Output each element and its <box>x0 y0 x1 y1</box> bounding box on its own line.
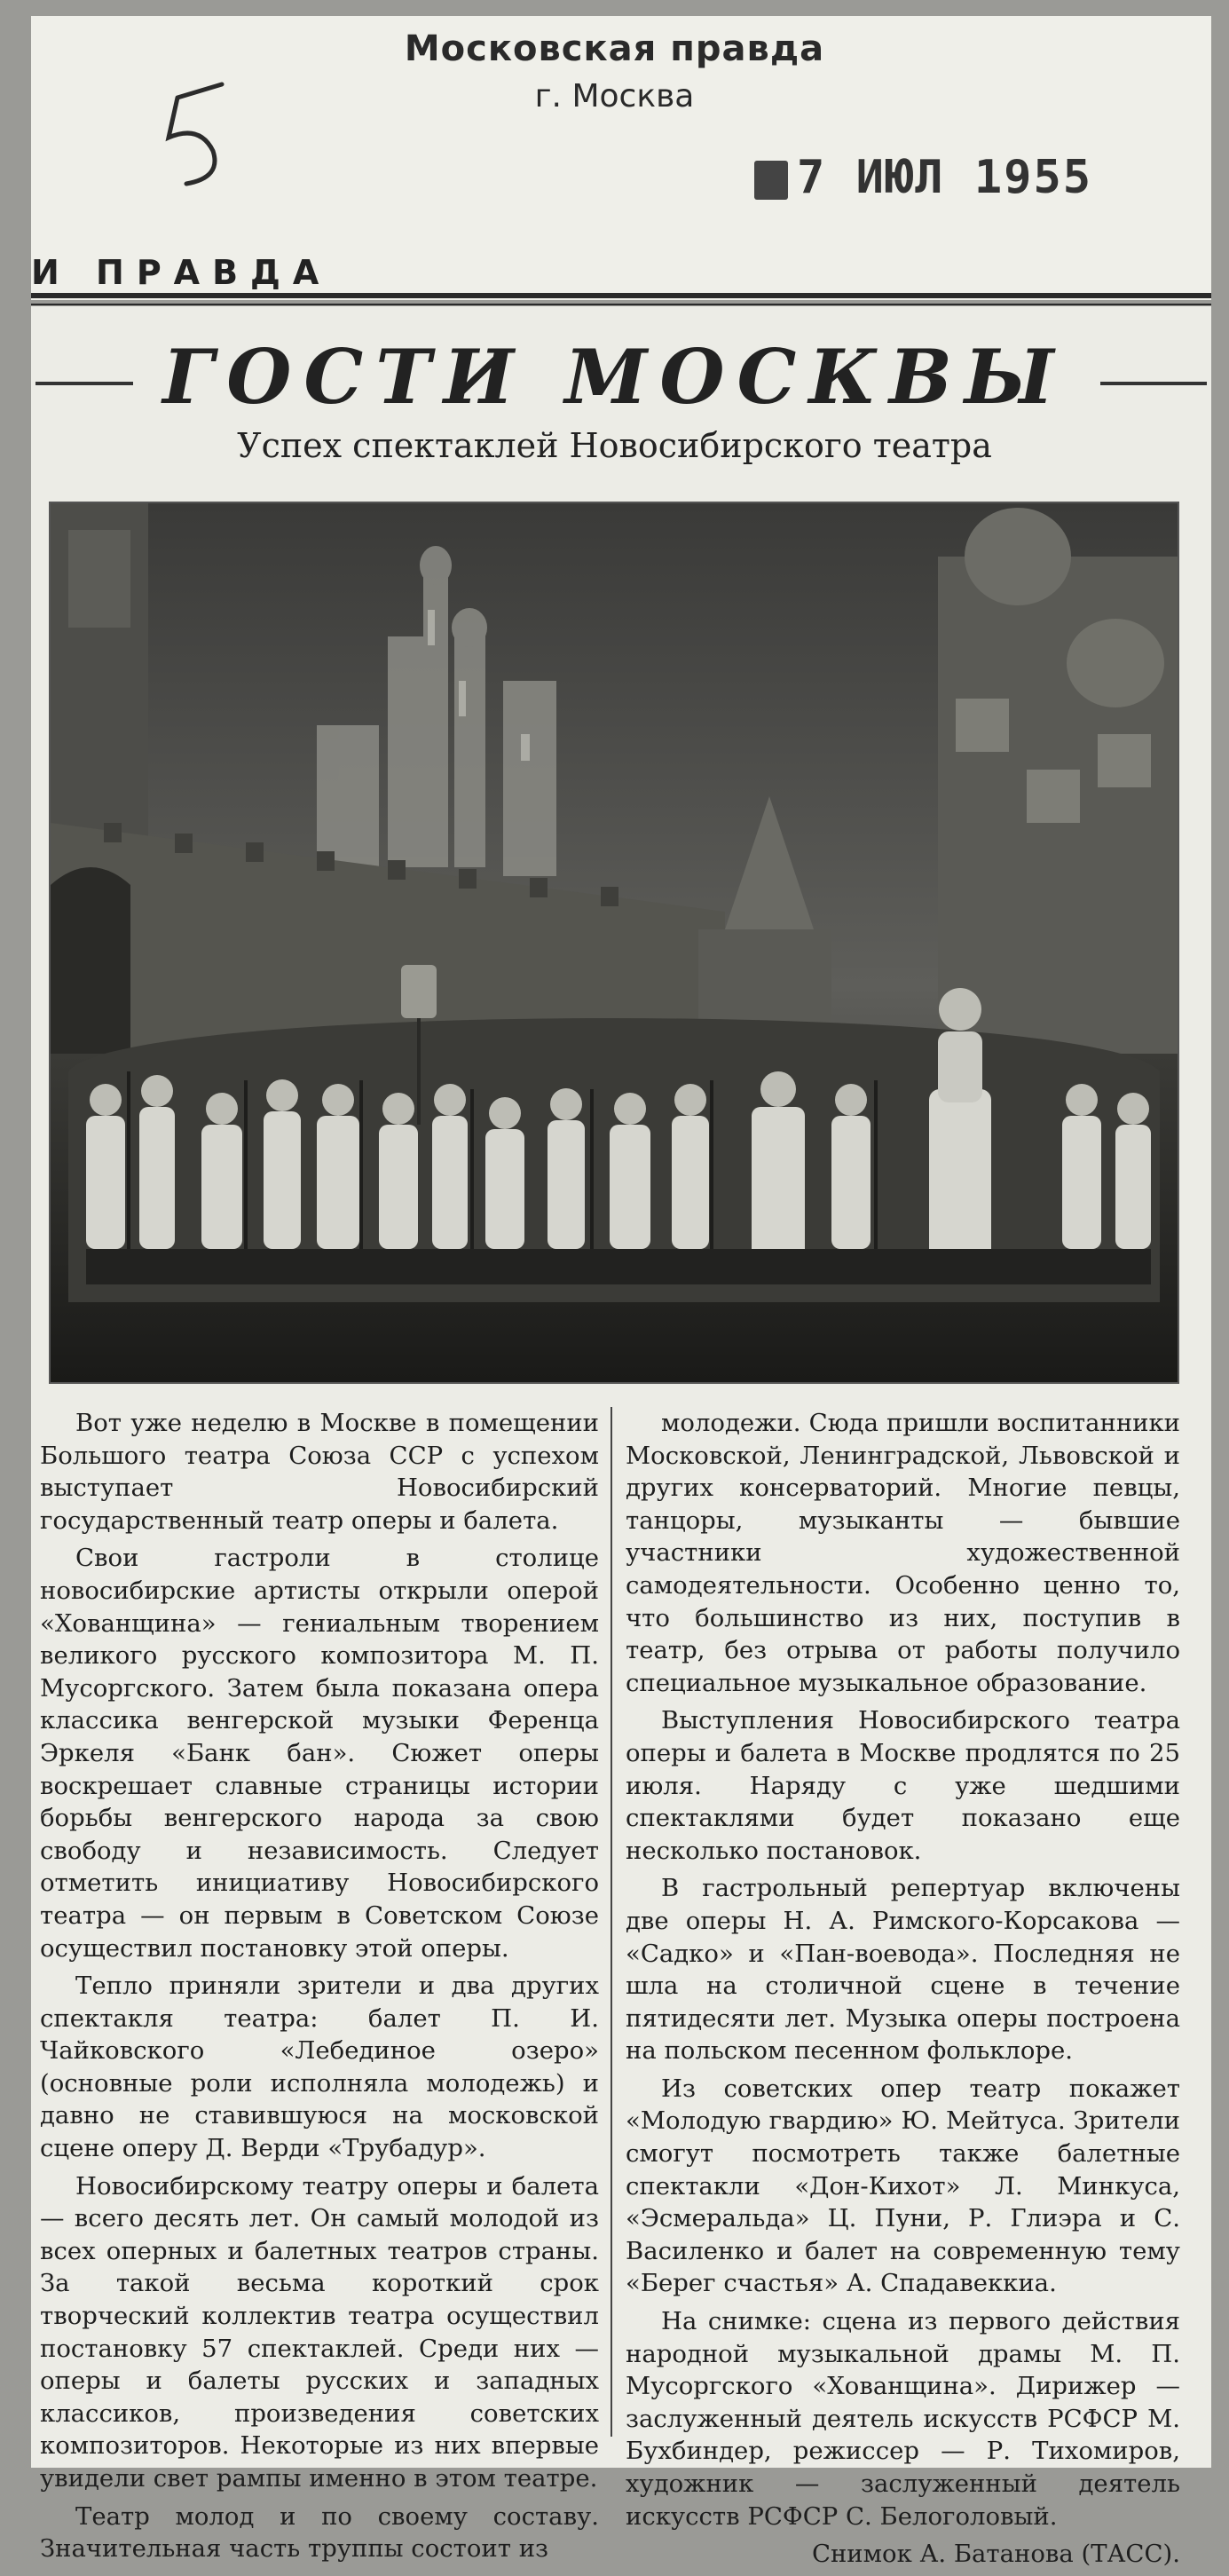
article-column-left <box>40 1407 599 2571</box>
handwritten-number <box>151 75 248 194</box>
date-stamp-text: 7 ИЮЛ 1955 <box>797 151 1093 204</box>
date-stamp <box>754 151 1092 204</box>
paragraph: Новосибирскому театру оперы и балета — всего десять лет. Он самый молодой из всех оперных и балетных театров страны. За такой весьма короткий срок творческий коллектив театра осуществил постановку 57 спектаклей. Среди них — оперы и балеты русских и западных классиков, произведения советских композиторов. Некоторые из них впервые увидели свет рампы именно в этом театре. <box>40 2171 599 2493</box>
source-label: Московская правда <box>404 28 825 69</box>
stage-scene-photo <box>49 502 1179 1384</box>
masthead-rule-thin <box>31 304 1211 305</box>
photo-illustration <box>51 503 1178 1382</box>
paragraph: Театр молод и по своему составу. Значительная часть труппы состоит из <box>40 2501 599 2564</box>
paragraph: В гастрольный репертуар включены две оперы Н. А. Римского-Корсакова — «Садко» и «Пан-воевода». Последняя не шла на столичной сцене в течение пятидесяти лет. Музыка оперы построена на польском песенном фольклоре. <box>626 1874 1180 2066</box>
handwritten-five-icon <box>151 75 248 191</box>
photo-credit: Снимок А. Батанова (ТАСС). <box>811 2540 1180 2569</box>
city-label: г. Москва <box>534 78 695 115</box>
masthead-rule <box>31 293 1211 298</box>
paragraph: Выступления Новосибирского театра оперы и балета в Москве продлятся по 25 июля. Наряду с уже шедшими спектаклями будет показано еще несколько постановок. <box>626 1706 1180 1865</box>
stamp-mark-icon <box>754 161 788 200</box>
paragraph: Вот уже неделю в Москве в помещении Большого театра Союза ССР с успехом выступает Новосибирский государственный театр оперы и балета. <box>40 1409 599 1535</box>
paragraph: Тепло приняли зрители и два других спектакля театра: балет П. И. Чайковского «Лебединое озеро» (основные роли исполняла молодежь) и давно не ставившуюся на московской сцене оперу Д. Верди «Трубадур». <box>40 1972 599 2163</box>
newspaper-masthead: И ПРАВДА <box>31 253 332 292</box>
paragraph: Свои гастроли в столице новосибирские артисты открыли оперой «Хованщина» — гениальным творением великого русского композитора М. П. Мусоргского. Затем была показана опера классика венгерской музыки Ференца Эркеля «Банк бан». Сюжет оперы воскрешает славные страницы истории борьбы венгерского народа за свою свободу и независимость. Следует отметить инициативу Новосибирского театра — он первым в Советском Союзе осуществил постановку этой оперы. <box>40 1544 599 1963</box>
paragraph: Из советских опер театр покажет «Молодую гвардию» Ю. Мейтуса. Зрители смогут посмотреть также балетные спектакли «Дон-Кихот» Л. Минкуса, «Эсмеральда» Ц. Пуни, Р. Глиэра и С. Василенко и балет на современную тему «Берег счастья» А. Спадавеккиа. <box>626 2074 1180 2298</box>
column-divider <box>611 1407 612 2437</box>
article-subhead: Успех спектаклей Новосибирского театра <box>237 426 992 465</box>
article-headline: ГОСТИ МОСКВЫ <box>162 333 1067 421</box>
article-column-right <box>626 1407 1180 2576</box>
paragraph: молодежи. Сюда пришли воспитанники Московской, Ленинградской, Львовской и других консерваторий. Многие певцы, танцоры, музыканты — бывшие участники художественной самодеятельности. Особенно ценно то, что большинство из них, поступив в театр, без отрыва от работы получило специальное музыкальное образование. <box>626 1409 1180 1697</box>
photo-caption: На снимке: сцена из первого действия народной музыкальной драмы М. П. Мусоргского «Хованщина». Дирижер — заслуженный деятель искусств РСФСР М. Бухбиндер, режиссер — Р. Тихомиров, художник — заслуженный деятель искусств РСФСР С. Белоголовый. <box>626 2307 1180 2531</box>
